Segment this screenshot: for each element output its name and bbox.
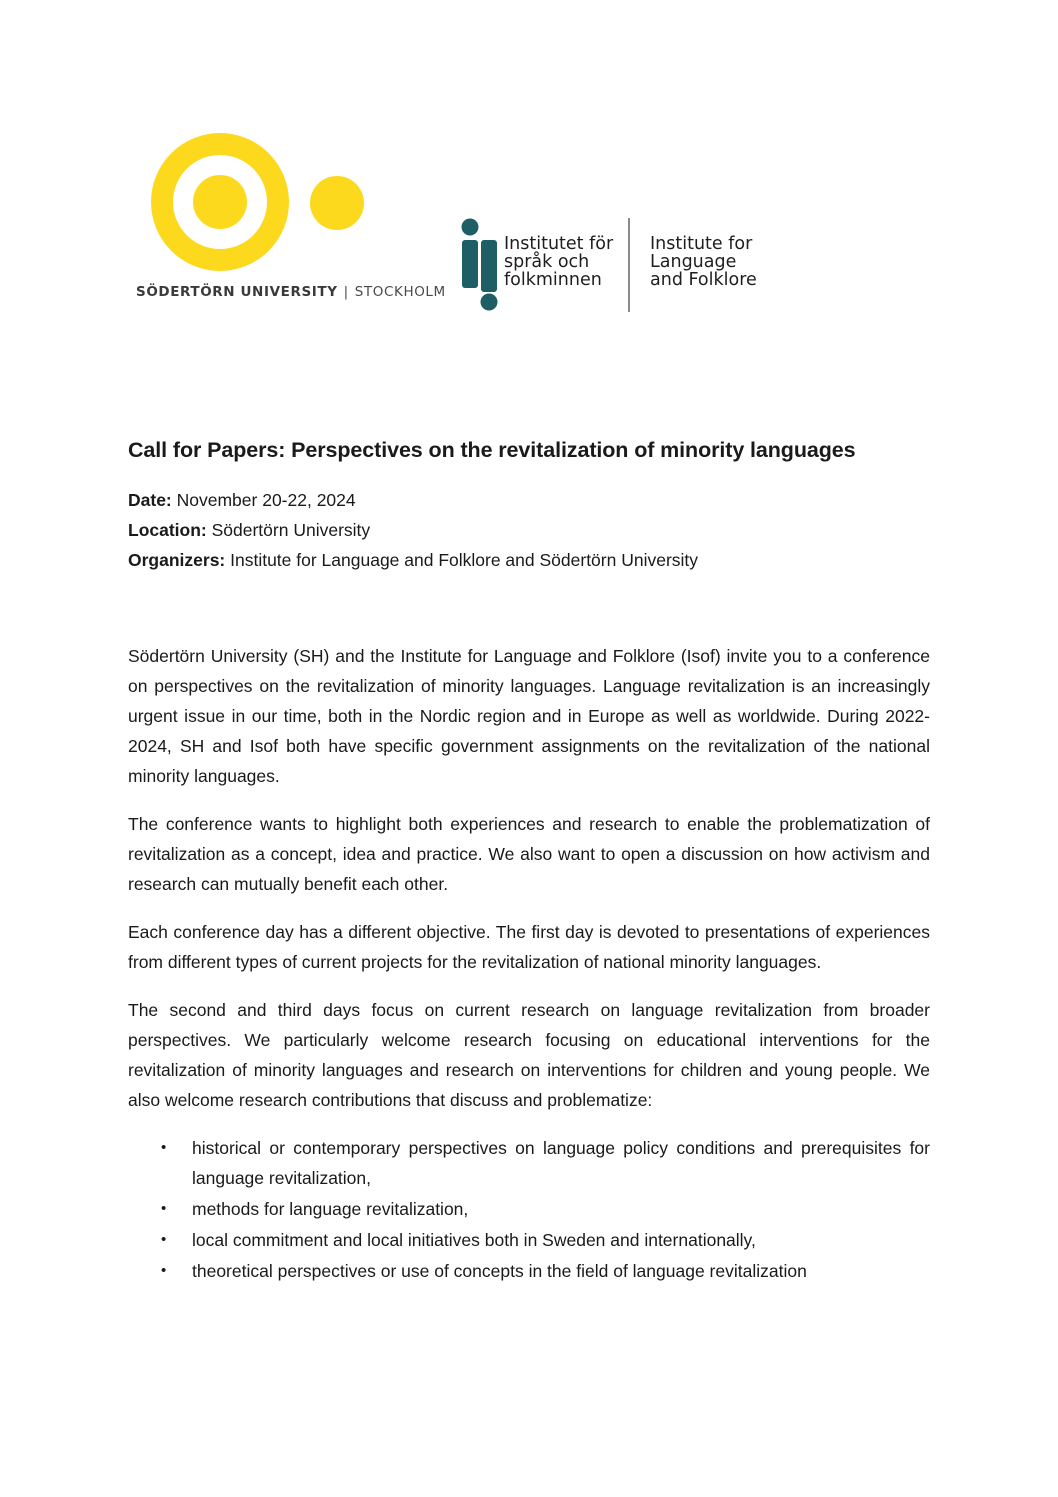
event-date	[128, 485, 930, 515]
isof-mark-icon	[460, 216, 502, 314]
list-item-text: methods for language revitalization,	[192, 1199, 469, 1219]
wordmark-separator: |	[343, 284, 349, 300]
list-item	[128, 1256, 930, 1286]
bullet-icon: •	[161, 1200, 167, 1217]
event-organizers	[128, 545, 930, 575]
bullet-icon: •	[161, 1231, 167, 1248]
list-item	[128, 1225, 930, 1255]
event-location	[128, 515, 930, 545]
meta-label: Date:	[128, 490, 172, 510]
isof-name-english: Institute for Language and Folklore	[650, 234, 757, 290]
document-body	[128, 438, 930, 1287]
sodertorn-name: SÖDERTÖRN UNIVERSITY	[136, 284, 338, 300]
sodertorn-university-logo	[136, 132, 446, 307]
meta-label: Organizers:	[128, 550, 226, 570]
list-item-text: local commitment and local initiatives both in Sweden and internationally,	[192, 1230, 756, 1250]
paragraph: Södertörn University (SH) and the Institute for Language and Folklore (Isof) invite you to a conference on perspectives on the revitalization of minority languages. Language revitalization is an increasingly urgent issue in our time, both in the Nordic region and in Europe as well as worldwide. During 2022-2024, SH and Isof both have specific government assignments on the revitalization of the national minority languages.	[128, 646, 930, 786]
sodertorn-wordmark	[136, 284, 446, 300]
paragraph: The conference wants to highlight both experiences and research to enable the problematization of revitalization as a concept, idea and practice. We also want to open a discussion on how activism and research can mutually benefit each other.	[128, 814, 930, 894]
logo-divider	[628, 218, 630, 312]
meta-value: Södertörn University	[206, 520, 371, 540]
isof-name-swedish: Institutet för språk och folkminnen	[504, 234, 614, 290]
list-item	[128, 1133, 930, 1193]
meta-label: Location:	[128, 520, 207, 540]
sodertorn-circles-icon	[136, 132, 436, 282]
meta-value: Institute for Language and Folklore and Södertörn University	[225, 550, 699, 570]
sodertorn-city: STOCKHOLM	[354, 284, 446, 300]
isof-logo	[460, 216, 780, 314]
topics-list	[128, 1133, 930, 1286]
paragraph: Each conference day has a different objective. The first day is devoted to presentations of experiences from different types of current projects for the revitalization of national minority languages.	[128, 922, 930, 972]
page-title: Call for Papers: Perspectives on the revitalization of minority languages	[128, 438, 856, 462]
list-item-text: theoretical perspectives or use of concepts in the field of language revitalization	[192, 1261, 807, 1281]
list-item-text: historical or contemporary perspectives on language policy conditions and prerequisites for language revitalization,	[192, 1138, 930, 1188]
meta-value: November 20-22, 2024	[171, 490, 356, 510]
paragraph: The second and third days focus on current research on language revitalization from broader perspectives. We particularly welcome research focusing on educational interventions for the revitalization of minority languages and research on interventions for children and young people. We also welcome research contributions that discuss and problematize:	[128, 1000, 930, 1110]
bullet-icon: •	[161, 1139, 167, 1156]
event-details	[128, 485, 930, 575]
list-item	[128, 1194, 930, 1224]
body-text	[128, 641, 930, 1286]
bullet-icon: •	[161, 1262, 167, 1279]
